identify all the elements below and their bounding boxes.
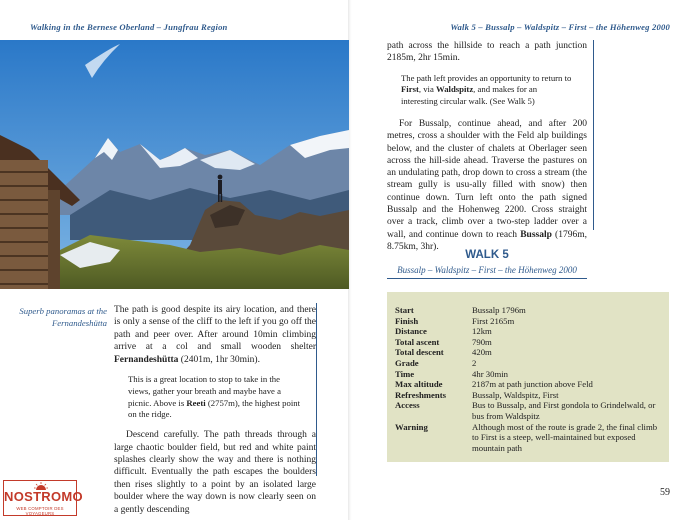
info-value: 790m	[472, 336, 492, 347]
info-value: Although most of the route is grade 2, the final climb to First is a steep, well-maintained but exposed mountain path	[472, 421, 658, 453]
info-label: Total descent	[395, 347, 444, 358]
stamp-tagline: WEB COMPTOIR DES VOYAGEURS	[16, 506, 64, 516]
right-body-text	[387, 40, 587, 259]
aside-text-b: , and makes for an interesting circular walk. (See Walk 5)	[401, 84, 538, 107]
info-label: Access	[395, 400, 420, 411]
left-p1-text: The path is good despite its airy location, and there is only a sense of the cliff to the left if you go off the path and peer over. After around 10min climbing arrive at a col and small wooden shelter	[114, 305, 316, 353]
place-reeti: Reeti	[186, 397, 206, 408]
nostromo-watermark-logo	[3, 480, 83, 516]
walk-info-box	[387, 292, 669, 462]
aside-text-a: This is a great location to stop to take in the views, gather your breath and maybe have a picnic. Above is	[128, 374, 281, 408]
info-value: Bussalp, Waldspitz, First	[472, 389, 559, 400]
photo-caption: Superb panoramas at the Fernandeshütta	[19, 306, 107, 328]
info-label: Total ascent	[395, 336, 440, 347]
walk-title: WALK 5	[465, 249, 509, 261]
info-label: Grade	[395, 357, 419, 368]
place-fernandeshutta: Fernandeshütta	[114, 354, 179, 365]
info-label: Finish	[395, 315, 419, 326]
info-row-total-descent	[395, 347, 661, 358]
running-head-left: Walking in the Bernese Oberland – Jungfrau Region	[30, 22, 228, 32]
right-aside-note	[387, 73, 587, 108]
left-paragraph-2: Descend carefully. The path threads through a large chaotic boulder field, but red and white paint splashes clearly show the way and there is nothing difficult. Eventually the path escapes the boulders then rises slightly to a point by an isolated large boulder where the way down is now clearly seen on a gently descending	[114, 430, 316, 515]
info-row-max-altitude	[395, 379, 661, 390]
info-value: 420m	[472, 347, 492, 358]
info-row-distance	[395, 326, 661, 337]
info-value: Bus to Bussalp, and First gondola to Grindelwald, or bus from Waldspitz	[472, 400, 656, 421]
left-margin-rule	[316, 303, 317, 476]
page-number: 59	[660, 487, 670, 498]
walk-subtitle: Bussalp – Waldspitz – First – the Höhenweg 2000	[387, 265, 587, 279]
info-row-warning	[395, 422, 661, 454]
info-label: Time	[395, 368, 415, 379]
info-row-time	[395, 369, 661, 380]
info-label: Start	[395, 305, 414, 315]
place-first: First	[401, 84, 419, 95]
left-aside-note	[114, 374, 316, 421]
right-p1-end: (1796m, 8.75km, 3hr).	[387, 229, 587, 252]
info-label: Max altitude	[395, 379, 443, 390]
right-paragraph-1	[387, 118, 587, 253]
info-label: Refreshments	[395, 389, 446, 400]
info-row-refreshments	[395, 390, 661, 401]
left-p1-end: (2401m, 1hr 30min).	[178, 354, 260, 365]
info-value: 2	[472, 357, 477, 368]
info-value: 4hr 30min	[472, 368, 508, 379]
left-body-text	[114, 304, 316, 520]
info-row-grade	[395, 358, 661, 369]
left-paragraph-1	[114, 304, 316, 366]
info-row-total-ascent	[395, 337, 661, 348]
mountain-photo	[0, 40, 349, 289]
aside-text-b: (2757m), the highest point on the ridge.	[128, 397, 301, 420]
place-waldspitz: Waldspitz	[436, 84, 474, 95]
info-value: 12km	[472, 326, 492, 337]
right-p1-text: For Bussalp, continue ahead, and after 200 metres, cross a shoulder with the Feld alp buildings below, and the cluster of chalets at Oberlager seen across the hill-side ahead. Traverse the pastures on an undulating path, drop down to cross a stream (the stream gully is usu-ally filled with snow) then continue down. Turn left onto the path signed Bussalp and the Hohenweg 2200. Cross straight over a track, climb over a two-step ladder over a wall, and continue down to reach	[387, 118, 587, 240]
info-row-finish	[395, 316, 661, 327]
running-head-right: Walk 5 – Bussalp – Waldspitz – First – the Höhenweg 2000	[450, 22, 670, 32]
aside-text-a: The path left provides an opportunity to return to	[401, 72, 572, 83]
place-bussalp: Bussalp	[520, 229, 552, 240]
aside-text-mid: , via	[418, 84, 436, 95]
info-value: Bussalp 1796m	[472, 305, 526, 315]
info-value: First 2165m	[472, 315, 515, 326]
stamp-name: NOSTROMO	[4, 489, 83, 504]
right-margin-rule	[593, 40, 594, 230]
right-paragraph-0: path across the hillside to reach a path junction 2185m, 2hr 15min.	[387, 41, 587, 64]
info-row-start	[395, 305, 661, 316]
info-row-access	[395, 400, 661, 421]
info-label: Distance	[395, 326, 427, 337]
info-value: 2187m at path junction above Feld	[472, 379, 593, 390]
info-label: Warning	[395, 421, 428, 432]
